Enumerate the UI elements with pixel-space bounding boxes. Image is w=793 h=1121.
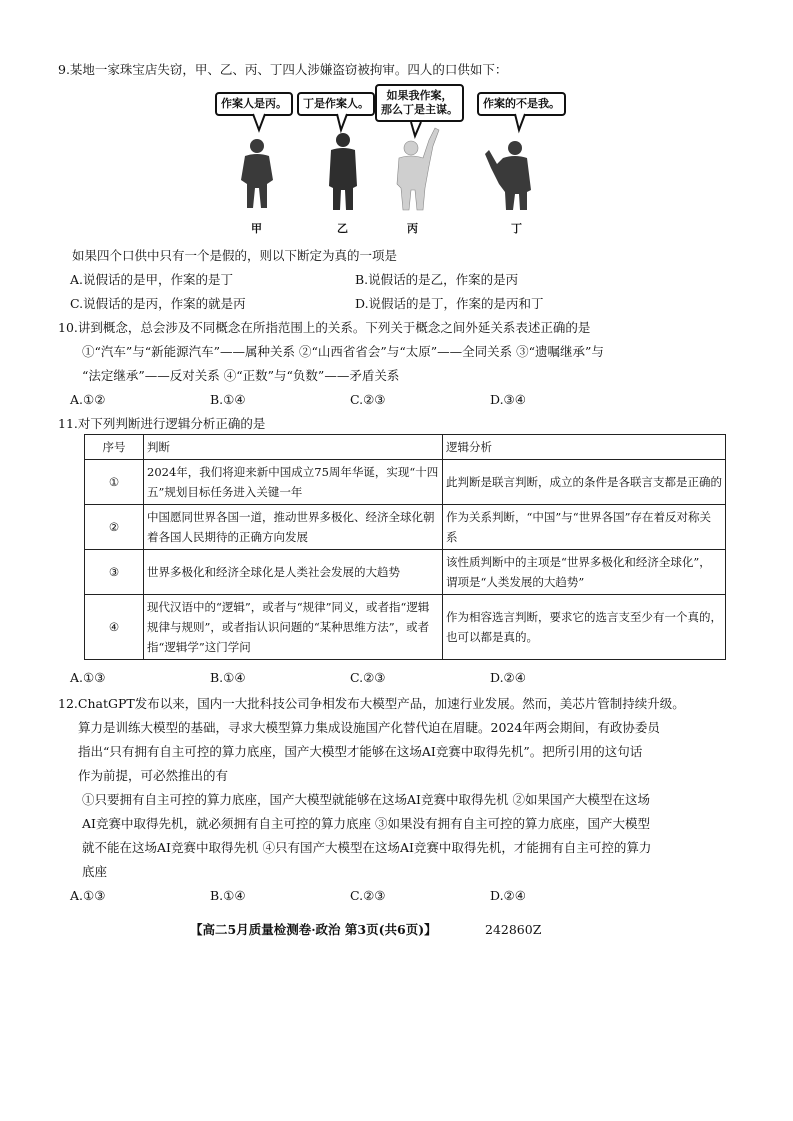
speech-bing-line1: 如果我作案， <box>386 89 453 102</box>
q12-line-2: 算力是训练大模型的基础，寻求大模型算力集成设施国产化替代迫在眉睫。2024年两会期间，有政协委员 <box>78 720 660 735</box>
label-ding: 丁 <box>511 222 522 235</box>
label-yi: 乙 <box>337 222 348 235</box>
table-row <box>85 505 726 550</box>
q9-options-row1 <box>58 268 748 292</box>
q12-option-d[interactable]: D.②④ <box>490 888 526 903</box>
q9-option-c[interactable]: C.说假话的是丙，作案的就是丙 <box>70 296 246 311</box>
q10-statements-2: “法定继承”——反对关系 ④“正数”与“负数”——矛盾关系 <box>82 368 400 383</box>
person-jia <box>241 139 273 208</box>
tail-yi <box>337 114 347 130</box>
table-header-row <box>85 435 726 460</box>
q10-statements-1: ①“汽车”与“新能源汽车”——属种关系 ②“山西省省会”与“太原”——全同关系 ③“遗嘱继承”与 <box>82 344 604 359</box>
footer-title: 【高二5月质量检测卷·政治 第3页(共6页)】 <box>190 922 437 937</box>
q10-option-d[interactable]: D.③④ <box>490 392 526 407</box>
q11-options-wrap <box>58 666 748 690</box>
q12-statement-2: AI竞赛中取得先机，就必须拥有自主可控的算力底座 ③如果没有拥有自主可控的算力底座，国产大模型 <box>82 816 650 831</box>
q11-option-c[interactable]: C.②③ <box>350 670 386 685</box>
q12-statement-1: ①只要拥有自主可控的算力底座，国产大模型就能够在这场AI竞赛中取得先机 ②如果国产大模型在这场 <box>82 792 650 807</box>
q12-line-1: 12.ChatGPT发布以来，国内一大批科技公司争相发布大模型产品，加速行业发展。然而，美芯片管制持续升级。 <box>58 696 685 711</box>
q10-stem: 10.讲到概念，总会涉及不同概念在所指范围上的关系。下列关于概念之间外延关系表述正确的是 <box>58 320 591 335</box>
q12-option-a[interactable]: A.①③ <box>70 888 106 903</box>
label-jia: 甲 <box>251 222 262 235</box>
label-bing: 丙 <box>407 222 418 235</box>
table-row <box>85 595 726 660</box>
row-no: ② <box>85 505 144 550</box>
q12-line-4: 作为前提，可必然推出的有 <box>78 768 229 783</box>
q9-option-d[interactable]: D.说假话的是丁，作案的是丙和丁 <box>355 296 544 311</box>
q10-option-a[interactable]: A.①② <box>70 392 106 407</box>
q12-statement-3: 就不能在这场AI竞赛中取得先机 ④只有国产大模型在这场AI竞赛中取得先机，才能拥有自主可控的算力 <box>82 840 652 855</box>
question-10 <box>58 316 748 412</box>
person-yi <box>329 133 357 210</box>
row-analysis: 作为相容选言判断，要求它的选言支至少有一个真的，也可以都是真的。 <box>443 595 726 660</box>
header-analysis: 逻辑分析 <box>443 435 726 460</box>
person-ding <box>485 141 531 210</box>
q9-body <box>58 244 748 316</box>
q9-stem: 9.某地一家珠宝店失窃，甲、乙、丙、丁四人涉嫌盗窃被拘审。四人的口供如下： <box>58 62 508 77</box>
q10-options <box>58 388 748 412</box>
q11-options <box>58 666 748 690</box>
header-no: 序号 <box>85 435 144 460</box>
q10-option-c[interactable]: C.②③ <box>350 392 386 407</box>
row-no: ① <box>85 460 144 505</box>
q11-option-d[interactable]: D.②④ <box>490 670 526 685</box>
person-bing <box>397 128 439 210</box>
row-judgement: 2024年，我们将迎来新中国成立75周年华诞，实现“十四五”规划目标任务进入关键一年 <box>144 460 443 505</box>
tail-jia <box>253 114 265 130</box>
row-analysis: 该性质判断中的主项是“世界多极化和经济全球化”，谓项是“人类发展的大趋势” <box>443 550 726 595</box>
row-analysis: 作为关系判断，“中国”与“世界各国”存在着反对称关系 <box>443 505 726 550</box>
question-12 <box>58 692 748 908</box>
page-footer <box>190 920 541 938</box>
row-judgement: 现代汉语中的“逻辑”，或者与“规律”同义，或者指“逻辑规律与规则”，或者指认识问题的“某种思维方法”，或者指“逻辑学”这门学问 <box>144 595 443 660</box>
q11-option-a[interactable]: A.①③ <box>70 670 106 685</box>
row-no: ④ <box>85 595 144 660</box>
q9-options-row2 <box>58 292 748 316</box>
speech-bubble-jia: 作案人是丙。 <box>215 92 293 116</box>
header-judgement: 判断 <box>144 435 443 460</box>
row-judgement: 世界多极化和经济全球化是人类社会发展的大趋势 <box>144 550 443 595</box>
table-row <box>85 550 726 595</box>
q12-statement-4: 底座 <box>82 864 108 879</box>
q12-line-3: 指出“只有拥有自主可控的算力底座，国产大模型才能够在这场AI竞赛中取得先机”。把所引用的这句话 <box>78 744 643 759</box>
q11-option-b[interactable]: B.①④ <box>210 670 246 685</box>
q9-illustration <box>215 84 580 236</box>
row-analysis: 此判断是联言判断，成立的条件是各联言支都是正确的 <box>443 460 726 505</box>
row-judgement: 中国愿同世界各国一道，推动世界多极化、经济全球化朝着各国人民期待的正确方向发展 <box>144 505 443 550</box>
footer-code: 242860Z <box>485 922 542 937</box>
speech-bing-line2: 那么丁是主谋。 <box>381 103 458 116</box>
q9-option-b[interactable]: B.说假话的是乙，作案的是丙 <box>355 272 519 287</box>
q11-stem: 11.对下列判断进行逻辑分析正确的是 <box>58 416 266 431</box>
q9-prompt: 如果四个口供中只有一个是假的，则以下断定为真的一项是 <box>72 248 398 263</box>
speech-bubble-yi: 丁是作案人。 <box>297 92 375 116</box>
table-row <box>85 460 726 505</box>
q12-option-b[interactable]: B.①④ <box>210 888 246 903</box>
q12-options <box>58 884 748 908</box>
question-9 <box>58 58 748 82</box>
q11-table <box>84 434 726 660</box>
tail-bing <box>411 122 421 136</box>
row-no: ③ <box>85 550 144 595</box>
speech-bubble-ding: 作案的不是我。 <box>477 92 566 116</box>
suspects-silhouettes <box>215 84 580 220</box>
tail-ding <box>515 114 525 130</box>
q9-option-a[interactable]: A.说假话的是甲，作案的是丁 <box>70 272 234 287</box>
q12-option-c[interactable]: C.②③ <box>350 888 386 903</box>
q10-option-b[interactable]: B.①④ <box>210 392 246 407</box>
question-11 <box>58 412 748 436</box>
